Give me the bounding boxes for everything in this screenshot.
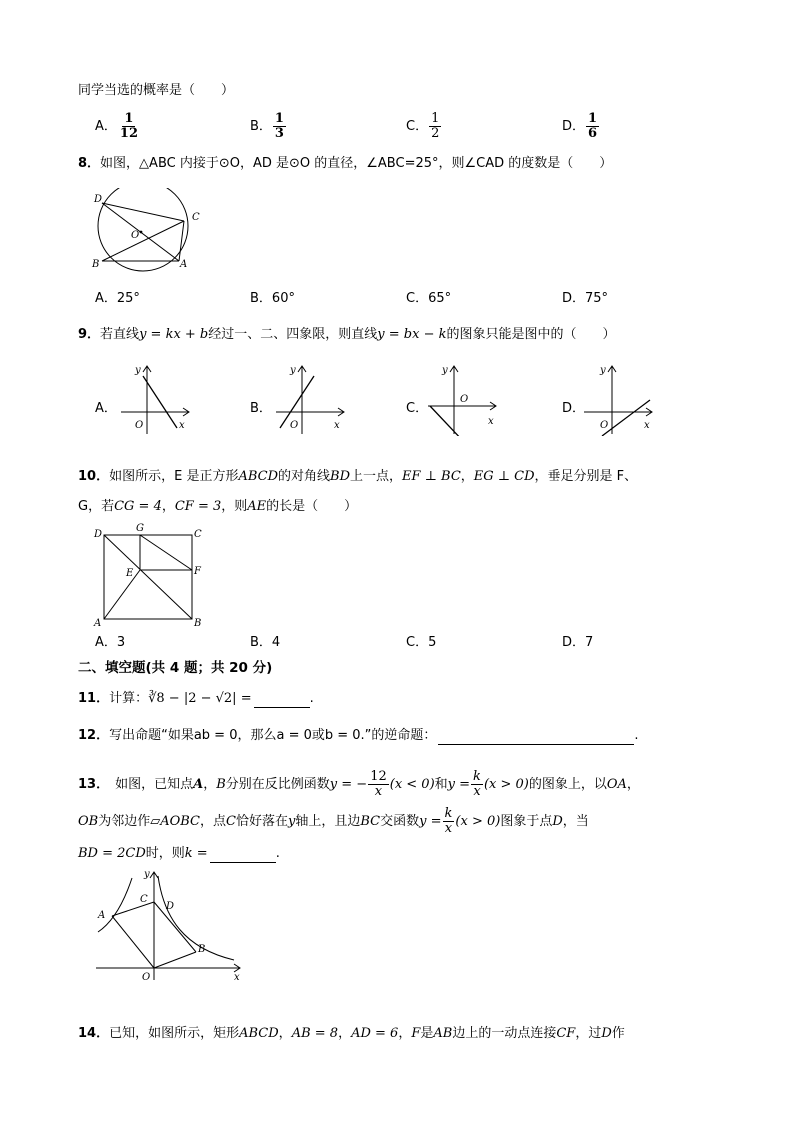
center-point bbox=[140, 231, 143, 234]
origin-label: O bbox=[135, 420, 144, 431]
question-number: 11． bbox=[78, 691, 110, 706]
label-a: A bbox=[94, 618, 102, 628]
math-term: B bbox=[216, 777, 226, 792]
q9-option-d-label: D． bbox=[562, 401, 586, 416]
origin-label: O bbox=[460, 394, 469, 405]
diagonal-db bbox=[104, 535, 192, 619]
q7-option-c bbox=[406, 112, 442, 141]
math-term: y bbox=[288, 814, 296, 829]
math-term: OA bbox=[606, 777, 627, 792]
x-label: x bbox=[334, 420, 340, 431]
chord-ca bbox=[179, 221, 184, 261]
graph-line bbox=[602, 400, 650, 436]
question-text: 图象于点 bbox=[500, 814, 553, 829]
math-term: A bbox=[193, 777, 204, 792]
q10-option-d: D．7 bbox=[562, 635, 594, 650]
math-term: ABCD bbox=[239, 1026, 279, 1041]
question-text: ， bbox=[203, 777, 217, 792]
q9-graph-a bbox=[115, 362, 195, 436]
graph-line bbox=[430, 406, 464, 436]
label-d: D bbox=[166, 901, 175, 912]
option-label: D． bbox=[562, 119, 586, 134]
fraction: $\frac{1}{6}$ bbox=[588, 111, 598, 141]
question-text: 为邻边作▱ bbox=[98, 814, 161, 829]
math-term: EF ⊥ BC bbox=[402, 469, 461, 484]
fraction: $\frac{1}{2}$ bbox=[431, 111, 440, 141]
origin-label: O bbox=[290, 420, 299, 431]
q10-option-b: B．4 bbox=[250, 635, 281, 650]
section-title: 二、填空题(共 4 题；共 20 分) bbox=[78, 660, 273, 676]
q13-hyperbola-figure bbox=[92, 868, 248, 986]
option-label: A． bbox=[95, 119, 117, 134]
math-term: y = − bbox=[329, 777, 368, 792]
x-label: x bbox=[234, 972, 240, 983]
math-term: k = bbox=[184, 846, 208, 861]
q9-option-c-label: C． bbox=[406, 401, 429, 416]
q9-option-a-label: A． bbox=[95, 401, 117, 416]
label-o: O bbox=[142, 972, 151, 983]
label-o: O bbox=[131, 230, 140, 241]
math-term: D bbox=[601, 1026, 612, 1041]
answer-blank[interactable] bbox=[438, 730, 634, 745]
equation: y = kx + b bbox=[139, 327, 209, 342]
q13-stem-line3 bbox=[78, 845, 280, 863]
question-text: ，过 bbox=[575, 1026, 602, 1041]
question-text: 如图，△ABC 内接于⊙O，AD 是⊙O 的直径，∠ABC=25°，则∠CAD 的度数是（ ） bbox=[100, 156, 613, 171]
math-term: CF = 3 bbox=[174, 499, 222, 514]
label-c: C bbox=[140, 894, 148, 905]
question-text: 恰好落在 bbox=[235, 814, 288, 829]
math-term: ABCD bbox=[238, 469, 279, 484]
label-d: D bbox=[94, 529, 103, 540]
q10-stem-line2 bbox=[78, 498, 357, 516]
q7-option-b bbox=[250, 112, 287, 141]
label-c: C bbox=[194, 529, 202, 540]
graph-line bbox=[143, 376, 177, 428]
math-term: AOBC bbox=[160, 814, 201, 829]
segment-cb bbox=[154, 902, 196, 952]
question-text: ， bbox=[161, 499, 175, 514]
question-text: 是 bbox=[420, 1026, 434, 1041]
question-text: ， bbox=[460, 469, 474, 484]
question-number: 10． bbox=[78, 469, 110, 484]
math-term: F bbox=[411, 1026, 421, 1041]
question-text: 时，则 bbox=[145, 846, 185, 861]
question-text: 边上的一动点连接 bbox=[452, 1026, 557, 1041]
math-term: AE bbox=[247, 499, 267, 514]
math-term: (x > 0) bbox=[483, 777, 529, 792]
question-text: 轴上，且边 bbox=[295, 814, 361, 829]
option-label: C． bbox=[406, 119, 429, 134]
math-term: AB bbox=[433, 1026, 453, 1041]
question-text: 如图，已知点 bbox=[115, 777, 194, 792]
question-number: 13． bbox=[78, 777, 110, 792]
q8-option-c: C．65° bbox=[406, 291, 452, 306]
math-term: BC bbox=[360, 814, 381, 829]
math-term: OB bbox=[78, 814, 99, 829]
segment-ao bbox=[112, 916, 154, 968]
punctuation: . bbox=[634, 728, 639, 743]
question-number: 14． bbox=[78, 1026, 110, 1041]
fraction: $\frac{k}{x}$ bbox=[473, 769, 481, 799]
math-term: CF bbox=[556, 1026, 576, 1041]
label-g: G bbox=[136, 523, 144, 534]
fraction: $\frac{12}{x}$ bbox=[370, 769, 387, 799]
math-term: (x > 0) bbox=[455, 814, 501, 829]
question-text: ， bbox=[338, 1026, 352, 1041]
q9-stem bbox=[78, 326, 616, 344]
punctuation: . bbox=[309, 691, 314, 706]
question-text: 如图所示，E 是正方形 bbox=[109, 469, 239, 484]
question-text: 的图象只能是图中的（ ） bbox=[446, 327, 616, 342]
question-text: ，则 bbox=[221, 499, 248, 514]
question-text: ， bbox=[278, 1026, 292, 1041]
math-term: CG = 4 bbox=[114, 499, 162, 514]
label-c: C bbox=[192, 212, 200, 223]
question-text: 交函数 bbox=[380, 814, 420, 829]
label-a: A bbox=[180, 259, 188, 270]
equation: y = bx − k bbox=[377, 327, 447, 342]
q7-option-d bbox=[562, 112, 600, 141]
question-number: 8． bbox=[78, 156, 101, 171]
q13-stem-line1 bbox=[78, 770, 640, 799]
x-label: x bbox=[179, 420, 185, 431]
math-expression: ∛8 − |2 − √2| = bbox=[148, 691, 252, 706]
q8-option-a: A．25° bbox=[95, 291, 140, 306]
label-b: B bbox=[92, 259, 100, 270]
question-text: 写出命题“如果ab = 0，那么a = 0或b = 0.”的逆命题： bbox=[109, 728, 437, 743]
q8-stem bbox=[78, 155, 612, 173]
math-term: EG ⊥ CD bbox=[473, 469, 535, 484]
right-hyperbola bbox=[158, 876, 234, 960]
circle-o bbox=[98, 188, 188, 271]
question-text: 已知，如图所示，矩形 bbox=[109, 1026, 240, 1041]
y-label: y bbox=[144, 869, 150, 880]
fraction: $\frac{k}{x}$ bbox=[444, 806, 453, 836]
question-text: ， bbox=[398, 1026, 412, 1041]
q8-circle-figure bbox=[88, 188, 208, 276]
question-text: 的对角线 bbox=[278, 469, 331, 484]
question-text: ，点 bbox=[200, 814, 227, 829]
question-text: 上一点， bbox=[350, 469, 403, 484]
segment-ae bbox=[104, 570, 140, 619]
q9-graph-c bbox=[424, 362, 504, 436]
math-term: BD bbox=[330, 469, 351, 484]
question-text: 经过一、二、四象限，则直线 bbox=[208, 327, 378, 342]
math-term: BD = 2CD bbox=[78, 846, 146, 861]
label-a: A bbox=[98, 910, 106, 921]
question-number: 12． bbox=[78, 728, 110, 743]
label-e: E bbox=[126, 568, 134, 579]
y-label: y bbox=[600, 365, 606, 376]
segment-ob bbox=[154, 952, 196, 968]
math-term: y = bbox=[419, 814, 442, 829]
question-number: 9． bbox=[78, 327, 101, 342]
q8-option-d: D．75° bbox=[562, 291, 609, 306]
question-text: ，垂足分别是 F、 bbox=[534, 469, 638, 484]
q10-option-c: C．5 bbox=[406, 635, 437, 650]
math-term: (x < 0) bbox=[389, 777, 435, 792]
option-label: B． bbox=[250, 119, 272, 134]
math-term: C bbox=[226, 814, 236, 829]
q9-graph-b bbox=[270, 362, 350, 436]
question-text: 和 bbox=[434, 777, 448, 792]
q12-stem bbox=[78, 727, 639, 745]
label-b: B bbox=[194, 618, 202, 628]
origin-label: O bbox=[600, 420, 609, 431]
left-hyperbola bbox=[98, 878, 132, 932]
math-term: y = bbox=[447, 777, 471, 792]
q13-stem-line2 bbox=[78, 807, 589, 836]
math-term: AB = 8 bbox=[291, 1026, 339, 1041]
question-text: G，若 bbox=[78, 499, 115, 514]
question-text: 作 bbox=[611, 1026, 625, 1041]
fraction: $\frac{1}{3}$ bbox=[274, 111, 284, 141]
y-label: y bbox=[290, 365, 296, 376]
segment-gf bbox=[140, 535, 192, 570]
answer-blank[interactable] bbox=[254, 693, 310, 708]
q9-option-b-label: B． bbox=[250, 401, 272, 416]
label-b: B bbox=[198, 944, 206, 955]
label-f: F bbox=[194, 566, 201, 577]
fraction: $\frac{1}{12}$ bbox=[119, 111, 138, 141]
question-text: ， bbox=[626, 777, 640, 792]
question-text: 分别在反比例函数 bbox=[225, 777, 330, 792]
q7-option-a bbox=[95, 112, 141, 141]
q14-stem bbox=[78, 1025, 625, 1043]
answer-blank[interactable] bbox=[210, 848, 276, 863]
punctuation: . bbox=[275, 846, 280, 861]
label-d: D bbox=[94, 194, 103, 205]
q10-option-a: A．3 bbox=[95, 635, 126, 650]
question-text: 的长是（ ） bbox=[266, 499, 358, 514]
x-label: x bbox=[488, 416, 494, 427]
math-term: D bbox=[552, 814, 563, 829]
x-label: x bbox=[644, 420, 650, 431]
q11-stem bbox=[78, 690, 314, 708]
question-text: 若直线 bbox=[100, 327, 140, 342]
question-text: 的图象上，以 bbox=[528, 777, 607, 792]
math-term: AD = 6 bbox=[351, 1026, 399, 1041]
q10-stem-line1 bbox=[78, 468, 637, 486]
question-text: ，当 bbox=[562, 814, 589, 829]
q10-square-figure bbox=[90, 522, 210, 628]
y-label: y bbox=[442, 365, 448, 376]
q9-graph-d bbox=[580, 362, 660, 436]
q8-option-b: B．60° bbox=[250, 291, 295, 306]
q7-stem-tail: 同学当选的概率是（ ） bbox=[78, 83, 235, 98]
question-text: 计算： bbox=[109, 691, 149, 706]
y-label: y bbox=[135, 365, 141, 376]
